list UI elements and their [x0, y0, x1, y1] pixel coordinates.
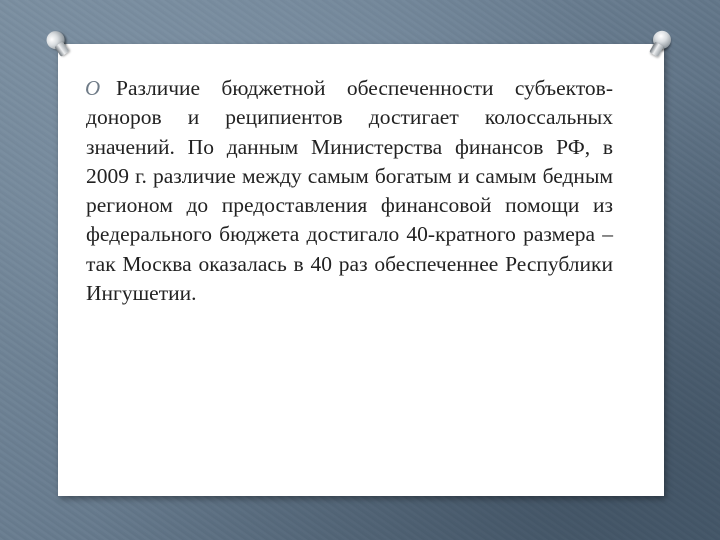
bullet-marker: O: [85, 76, 101, 100]
slide-content: [86, 74, 613, 308]
bullet-text: Различие бюджетной обеспеченности субъектов-доноров и реципиентов достигает колоссальных значений. По данным Министерства финансов РФ, в 2009 г. различие между самым богатым и самым бедным регионом до предоставления финансовой помощи из федерального бюджета достигало 40-кратного размера – так Москва оказалась в 40 раз обеспеченнее Республики Ингушетии.: [86, 76, 613, 306]
bullet-item: [86, 74, 613, 308]
